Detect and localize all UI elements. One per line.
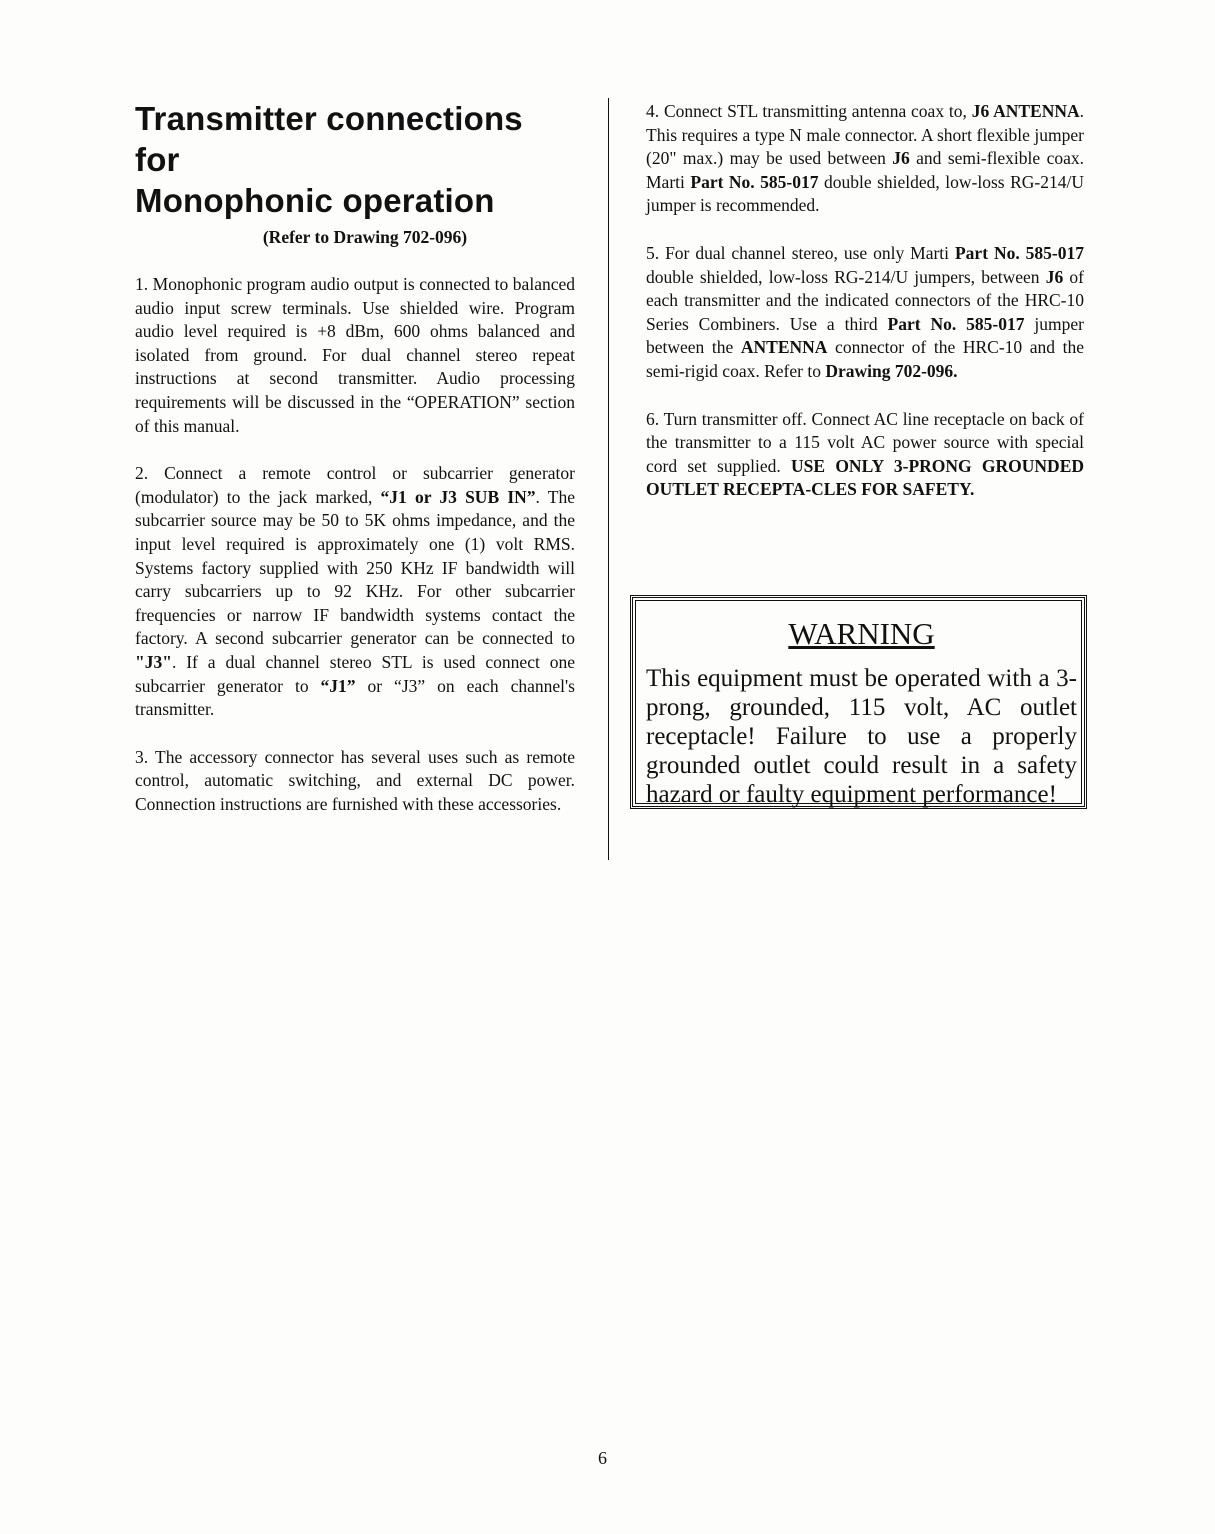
step-6-paragraph: 6. Turn transmitter off. Connect AC line receptacle on back of the transmitter to a 115 volt AC power source with special cord set supplied. USE ONLY 3-PRONG GROUNDED OUTLET RECEPTA-CLES FOR SAFETY. bbox=[646, 408, 1085, 500]
warning-text: This equipment must be operated with a 3-prong, grounded, 115 volt, AC outlet receptacle! Failure to use a properly grounded outlet could result in a safety hazard or faulty equipment performance! bbox=[646, 665, 1077, 808]
page-title bbox=[135, 98, 575, 221]
title-line-1: Transmitter connections for bbox=[135, 100, 523, 178]
step-5-paragraph: 5. For dual channel stereo, use only Marti Part No. 585-017 double shielded, low-loss RG-214/U jumpers, between J6 of each transmitter and the indicated connectors of the HRC-10 Series Combiners. Use a third Part No. 585-017 jumper between the ANTENNA connector of the HRC-10 and the semi-rigid coax. Refer to Drawing 702-096. bbox=[646, 242, 1085, 381]
step-4-paragraph: 4. Connect STL transmitting antenna coax to, J6 ANTENNA. This requires a type N male connector. A short flexible jumper (20" max.) may be used between J6 and semi-flexible coax. Marti Part No. 585-017 double shielded, low-loss RG-214/U jumper is recommended. bbox=[646, 101, 1084, 216]
page-number: 6 bbox=[598, 1448, 607, 1468]
title-line-2: Monophonic operation bbox=[135, 182, 495, 219]
step-2-paragraph: 2. Connect a remote control or subcarrier generator (modulator) to the jack marked, “J1 or J3 SUB IN”. The subcarrier source may be 50 to 5K ohms impedance, and the input level required is approximately one (1) volt RMS. Systems factory supplied with 250 KHz IF bandwidth will carry subcarriers up to 92 KHz. For other subcarrier frequencies or narrow IF bandwidth systems contact the factory. A second subcarrier generator can be connected to "J3". If a dual channel stereo STL is used connect one subcarrier generator to “J1” or “J3” on each channel's transmitter. bbox=[135, 463, 575, 720]
column-divider bbox=[608, 98, 609, 860]
step-1-paragraph: 1. Monophonic program audio output is connected to balanced audio input screw terminals. Use shielded wire. Program audio level required is +8 dBm, 600 ohms balanced and isolated from ground. For dual channel stereo repeat instructions at second transmitter. Audio processing requirements will be discussed in the “OPERATION” section of this manual. bbox=[135, 274, 575, 436]
step-3-paragraph: 3. The accessory connector has several uses such as remote control, automatic switching, and external DC power. Connection instructions are furnished with these accessories. bbox=[135, 746, 575, 814]
left-column bbox=[135, 98, 575, 816]
right-column bbox=[646, 100, 1084, 502]
warning-title: WARNING bbox=[788, 616, 935, 651]
warning-box bbox=[632, 597, 1085, 807]
subtitle: (Refer to Drawing 702-096) bbox=[262, 227, 468, 247]
